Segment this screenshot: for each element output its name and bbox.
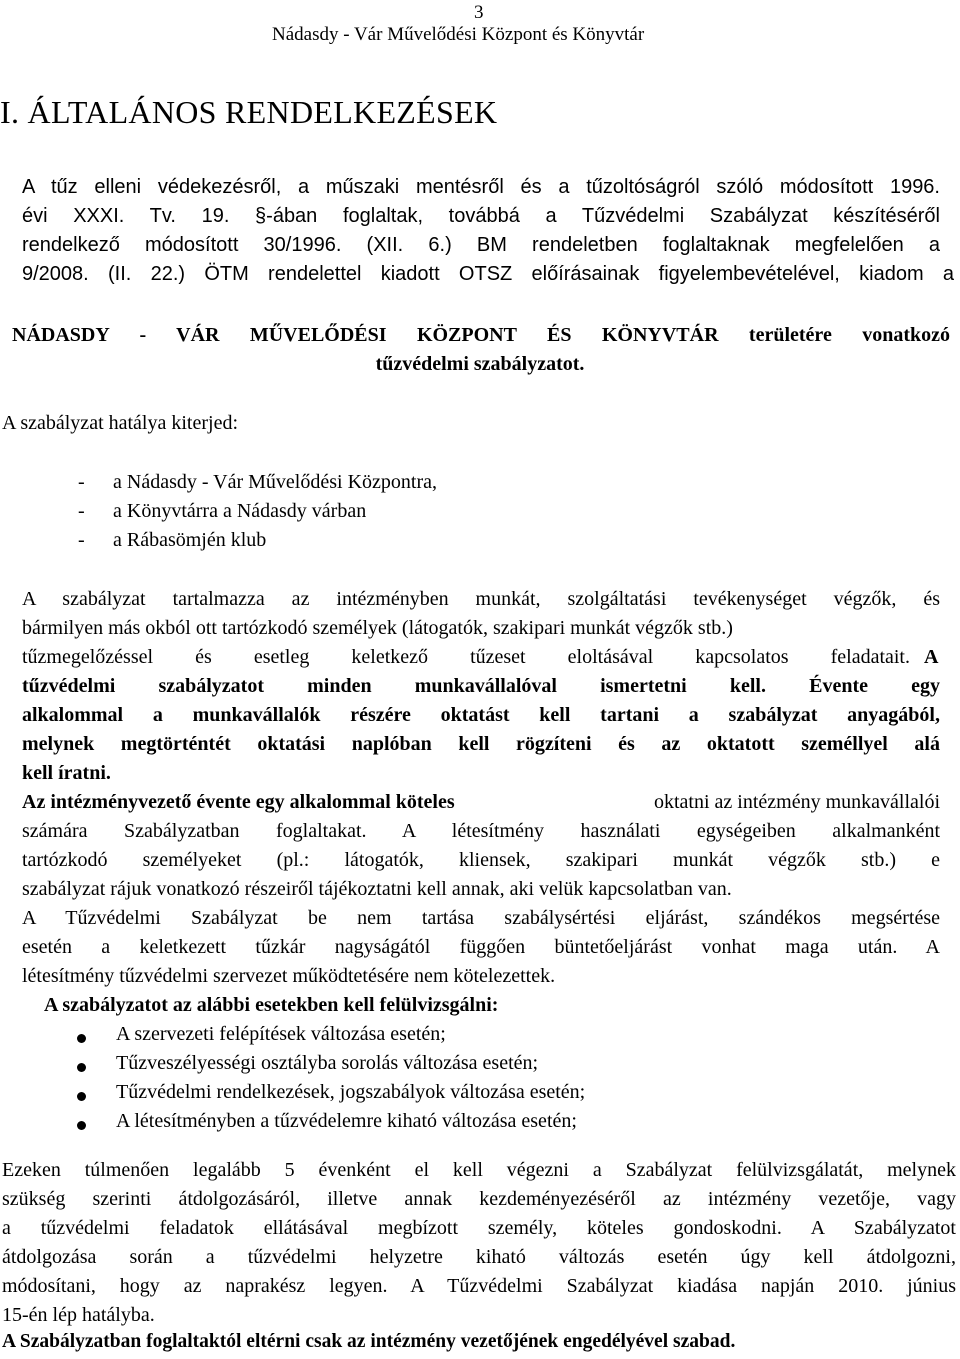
- intro-line-4: 9/2008. (II. 22.) ÖTM rendelettel kiadott OTSZ előírásainak figyelembevételével, kiadom a: [22, 263, 954, 285]
- scope-item-1: a Nádasdy - Vár Művelődési Központra,: [113, 471, 437, 493]
- closing-line-5: módosítani, hogy az naprakész legyen. A Tűzvédelmi Szabályzat kiadása napján 2010. június: [2, 1275, 956, 1297]
- dash-bullet: -: [78, 471, 85, 493]
- manager-line-6: esetén a keletkezett tűzkár nagyságától függően büntetőeljárást vonhat maga után. A: [22, 936, 940, 958]
- content-line-4: tűzvédelmi szabályzatot minden munkavállalóval ismertetni kell. Évente egy: [22, 675, 940, 697]
- manager-bold-lead: Az intézményvezető évente egy alkalommal köteles: [22, 791, 455, 813]
- review-item-1: A szervezeti felépítések változása esetén;: [116, 1023, 446, 1045]
- intro-line-2: évi XXXI. Tv. 19. §-ában foglaltak, továbbá a Tűzvédelmi Szabályzat készítéséről: [22, 205, 940, 227]
- scope-item-2: a Könyvtárra a Nádasdy várban: [113, 500, 367, 522]
- manager-line-4: szabályzat rájuk vonatkozó részeiről tájékoztatni kell annak, aki velük kapcsolatban van.: [22, 878, 732, 900]
- content-line-7: kell íratni.: [22, 762, 111, 784]
- review-item-2: Tűzveszélyességi osztályba sorolás változása esetén;: [116, 1052, 539, 1074]
- manager-line-1-rest: oktatni az intézmény munkavállalói: [653, 791, 940, 813]
- content-line-3-bold-a: A: [924, 646, 939, 668]
- manager-line-2: számára Szabályzatban foglaltakat. A létesítmény használati egységeiben alkalmanként: [22, 820, 940, 842]
- closing-line-3: a tűzvédelmi feladatok ellátásával megbízott személy, köteles gondoskodni. A Szabályzatot: [2, 1217, 956, 1239]
- bullet-dot-icon: [77, 1121, 86, 1130]
- manager-line-3: tartózkodó személyeket (pl.: látogatók, kliensek, szakipari munkát végzők stb.) e: [22, 849, 940, 871]
- review-item-4: A létesítményben a tűzvédelemre kiható változása esetén;: [116, 1110, 577, 1132]
- content-line-5: alkalommal a munkavállalók részére oktatást kell tartani a szabályzat anyagából,: [22, 704, 940, 726]
- manager-line-1: [22, 791, 940, 814]
- content-line-6: melynek megtörténtét oktatási naplóban kell rögzíteni és az oktatott személlyel alá: [22, 733, 940, 755]
- content-line-1: A szabályzat tartalmazza az intézményben munkát, szolgáltatási tevékenységet végzők, és: [22, 588, 940, 610]
- bullet-dot-icon: [77, 1092, 86, 1101]
- intro-line-1: A tűz elleni védekezésről, a műszaki mentésről és a tűzoltóságról szóló módosított 1996.: [22, 176, 940, 198]
- final-statement: A Szabályzatban foglaltaktól eltérni csak az intézmény vezetőjének engedélyével szabad.: [2, 1331, 736, 1352]
- closing-line-2: szükség szerinti átdolgozásáról, illetve annak kezdeményezéséről az intézmény vezetője, vagy: [2, 1188, 956, 1210]
- closing-line-6: 15-én lép hatályba.: [2, 1304, 155, 1326]
- content-line-2: bármilyen más okból ott tartózkodó személyek (látogatók, szakipari munkát végzők stb.): [22, 617, 733, 639]
- manager-line-5: A Tűzvédelmi Szabályzat be nem tartása szabálysértési eljárást, szándékos megsértése: [22, 907, 940, 929]
- decree-line-1: NÁDASDY - VÁR MŰVELŐDÉSI KÖZPONT ÉS KÖNYVTÁR területére vonatkozó: [12, 324, 950, 346]
- content-line-3: tűzmegelőzéssel és esetleg keletkező tűzeset eloltásával kapcsolatos feladatait.: [22, 646, 910, 668]
- page-title: I. ÁLTALÁNOS RENDELKEZÉSEK: [0, 94, 498, 130]
- manager-line-7: létesítmény tűzvédelmi szervezet működtetésére nem kötelezettek.: [22, 965, 556, 987]
- dash-bullet: -: [78, 500, 85, 522]
- review-item-3: Tűzvédelmi rendelkezések, jogszabályok változása esetén;: [116, 1081, 586, 1103]
- decree-line-2: tűzvédelmi szabályzatot.: [375, 353, 585, 375]
- header-org-name: Nádasdy - Vár Művelődési Központ és Könyvtár: [272, 24, 645, 45]
- scope-label: A szabályzat hatálya kiterjed:: [2, 412, 239, 434]
- page-number: 3: [474, 2, 484, 23]
- intro-line-3: rendelkező módosított 30/1996. (XII. 6.) BM rendeletben foglaltaknak megfelelően a: [22, 234, 940, 256]
- bullet-dot-icon: [77, 1034, 86, 1043]
- review-heading: A szabályzatot az alábbi esetekben kell felülvizsgálni:: [44, 994, 499, 1016]
- bullet-dot-icon: [77, 1063, 86, 1072]
- dash-bullet: -: [78, 529, 85, 551]
- closing-line-4: átdolgozása során a tűzvédelmi helyzetre kiható változás esetén úgy kell átdolgozni,: [2, 1246, 956, 1268]
- closing-line-1: Ezeken túlmenően legalább 5 évenként el kell végezni a Szabályzat felülvizsgálatát, melynek: [2, 1159, 956, 1181]
- scope-item-3: a Rábasömjén klub: [113, 529, 267, 551]
